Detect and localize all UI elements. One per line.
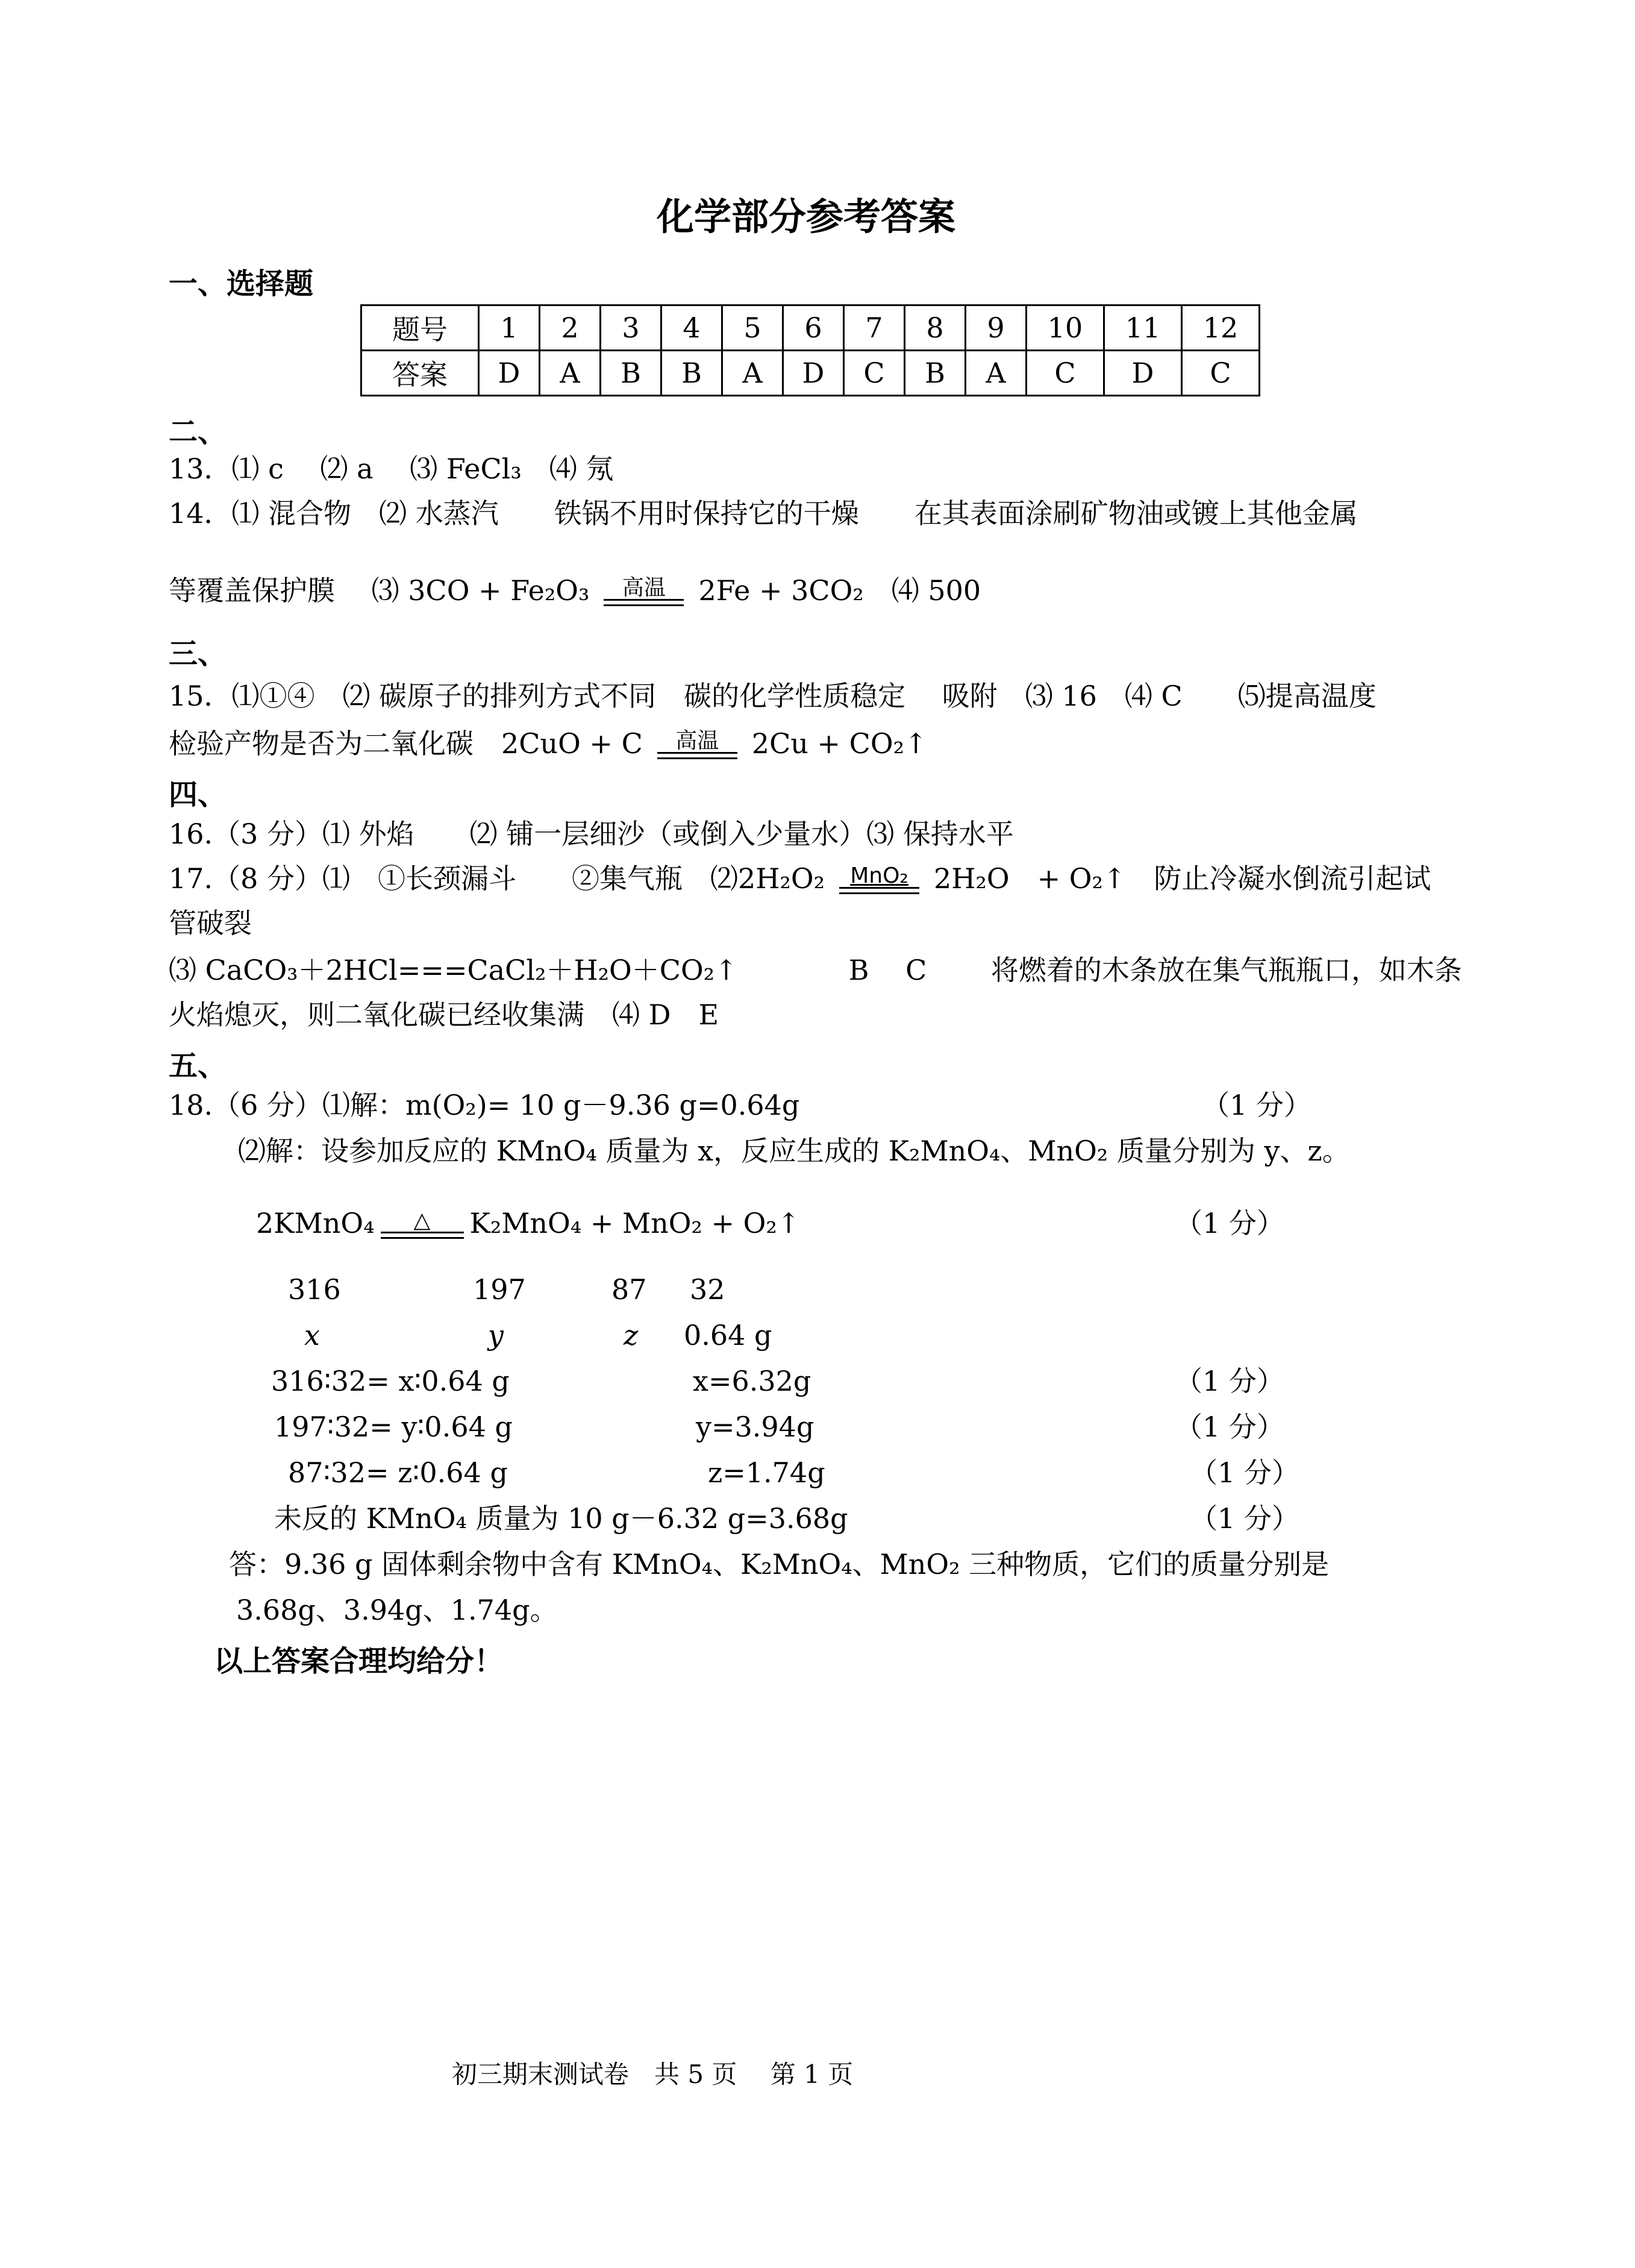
table-cell-number: 5 [722,305,783,351]
final-answer-line2: 3.68g、3.94g、1.74g。 [236,1594,558,1626]
score-unreacted: （1 分） [1190,1502,1299,1535]
score-18-1: （1 分） [1202,1089,1311,1121]
answer-16: 16.（3 分）⑴ 外焰 ⑵ 铺一层细沙（或倒入少量水）⑶ 保持水平 [169,818,1014,850]
result-z: z=1.74g [708,1456,825,1489]
section-heading-4: 四、 [169,778,227,812]
table-cell-number: 2 [540,305,601,351]
answer-17-line4: 火焰熄灭，则二氧化碳已经收集满 ⑷ D E [169,998,719,1031]
reaction-equation [256,1205,800,1244]
equal-line [839,892,919,894]
table-cell-number: 1 [479,305,540,351]
answer-18-line1: 18.（6 分）⑴解：m(O₂)= 10 g－9.36 g=0.64g [169,1089,800,1121]
answer-17-text-a: 17.（8 分）⑴ ①长颈漏斗 ②集气瓶 ⑵2H₂O₂ [169,862,825,895]
section-heading-5: 五、 [169,1049,227,1083]
answer-14-equation-left: 等覆盖保护膜 ⑶ 3CO + Fe₂O₃ [169,574,590,607]
answer-17-line1 [169,860,1431,899]
answer-18-line2: ⑵解：设参加反应的 KMnO₄ 质量为 x，反应生成的 K₂MnO₄、MnO₂ 质量分别为 y、z。 [238,1135,1350,1167]
answer-17-line3: ⑶ CaCO₃＋2HCl===CaCl₂＋H₂O＋CO₂↑ B C 将燃着的木条放在集气瓶瓶口，如木条 [169,954,1462,986]
final-answer-line1: 答：9.36 g 固体剩余物中含有 KMnO₄、K₂MnO₄、MnO₂ 三种物质，它们的质量分别是 [229,1548,1330,1580]
reaction-condition-high-temp [654,728,741,764]
page-footer: 初三期末测试卷 共 5 页 第 1 页 [452,2060,854,2089]
score-ratio-1: （1 分） [1175,1365,1284,1397]
table-cell-number: 7 [844,305,905,351]
score-ratio-3: （1 分） [1190,1456,1299,1489]
answer-17-text-b: 2H₂O + O₂↑ 防止冷凝水倒流引起试 [934,862,1431,895]
answer-15-line1: 15．⑴①④ ⑵ 碳原子的排列方式不同 碳的化学性质稳定 吸附 ⑶ 16 ⑷ C ⑸提高温度 [169,680,1377,712]
table-cell-answer: B [601,351,661,396]
score-ratio-2: （1 分） [1175,1411,1284,1443]
result-x: x=6.32g [693,1365,811,1397]
table-cell-number: 9 [966,305,1027,351]
condition-label: 高温 [675,728,719,753]
section-heading-3: 三、 [169,637,227,671]
table-cell-answer: B [661,351,722,396]
variable-z: z [624,1319,639,1352]
table-cell-number: 10 [1027,305,1104,351]
equal-line [381,1237,464,1239]
table-cell-answer: D [783,351,844,396]
table-cell-number: 6 [783,305,844,351]
variable-x: x [304,1319,320,1352]
molar-mass-32: 32 [690,1273,725,1306]
answer-13: 13．⑴ c ⑵ a ⑶ FeCl₃ ⑷ 氖 [169,453,614,485]
reaction-condition-heat [377,1208,467,1244]
unreacted-mass: 未反的 KMnO₄ 质量为 10 g－6.32 g=3.68g [274,1502,848,1535]
ratio-2: 197∶32= y∶0.64 g [274,1411,513,1443]
table-cell-answer: D [479,351,540,396]
equal-line [381,1232,464,1233]
table-cell-answer: A [966,351,1027,396]
variable-o2-mass: 0.64 g [684,1319,772,1352]
grading-note: 以上答案合理均给分！ [214,1644,504,1678]
table-cell-answer: C [1182,351,1260,396]
condition-label: MnO₂ [850,863,908,888]
condition-label: 高温 [622,575,666,600]
reaction-condition-catalyst [836,863,923,899]
table-cell-number: 3 [601,305,661,351]
variable-y: y [488,1319,504,1352]
score-equation: （1 分） [1175,1207,1284,1239]
answer-table [360,304,1260,396]
answer-14-equation-right: 2Fe + 3CO₂ ⑷ 500 [698,574,981,607]
section-heading-2: 二、 [169,415,227,449]
table-cell-answer: A [540,351,601,396]
answer-15-line2 [169,725,928,764]
equal-line [604,604,684,606]
table-cell-answer: D [1104,351,1182,396]
section-heading-choice: 一、选择题 [169,267,314,301]
table-header-answer: 答案 [361,351,479,396]
table-cell-number: 4 [661,305,722,351]
table-row-answers [361,351,1260,396]
table-row-numbers [361,305,1260,351]
equal-line [657,752,737,754]
ratio-1: 316∶32= x∶0.64 g [271,1365,510,1397]
reaction-condition-high-temp [600,575,687,611]
molar-mass-87: 87 [611,1273,647,1306]
table-header-number: 题号 [361,305,479,351]
answer-14-line1: 14．⑴ 混合物 ⑵ 水蒸汽 铁锅不用时保持它的干燥 在其表面涂刷矿物油或镀上其他金属 [169,497,1358,530]
equation-left: 2KMnO₄ [256,1207,375,1239]
condition-label: △ [413,1208,431,1233]
table-cell-answer: A [722,351,783,396]
equation-right: K₂MnO₄ + MnO₂ + O₂↑ [469,1207,801,1239]
ratio-3: 87∶32= z∶0.64 g [288,1456,508,1489]
answer-15-equation-left: 检验产物是否为二氧化碳 2CuO + C [169,727,643,760]
answer-17-line2: 管破裂 [169,907,252,939]
table-cell-answer: C [844,351,905,396]
result-y: y=3.94g [696,1411,814,1443]
molar-mass-197: 197 [473,1273,526,1306]
equal-line [839,887,919,889]
table-cell-number: 12 [1182,305,1260,351]
answer-15-equation-right: 2Cu + CO₂↑ [751,727,928,760]
table-cell-answer: B [905,351,966,396]
equal-line [604,599,684,601]
table-cell-number: 11 [1104,305,1182,351]
equal-line [657,757,737,759]
molar-mass-316: 316 [288,1273,341,1306]
table-cell-answer: C [1027,351,1104,396]
table-cell-number: 8 [905,305,966,351]
answer-14-line2 [169,572,981,611]
page-title: 化学部分参考答案 [657,195,956,239]
